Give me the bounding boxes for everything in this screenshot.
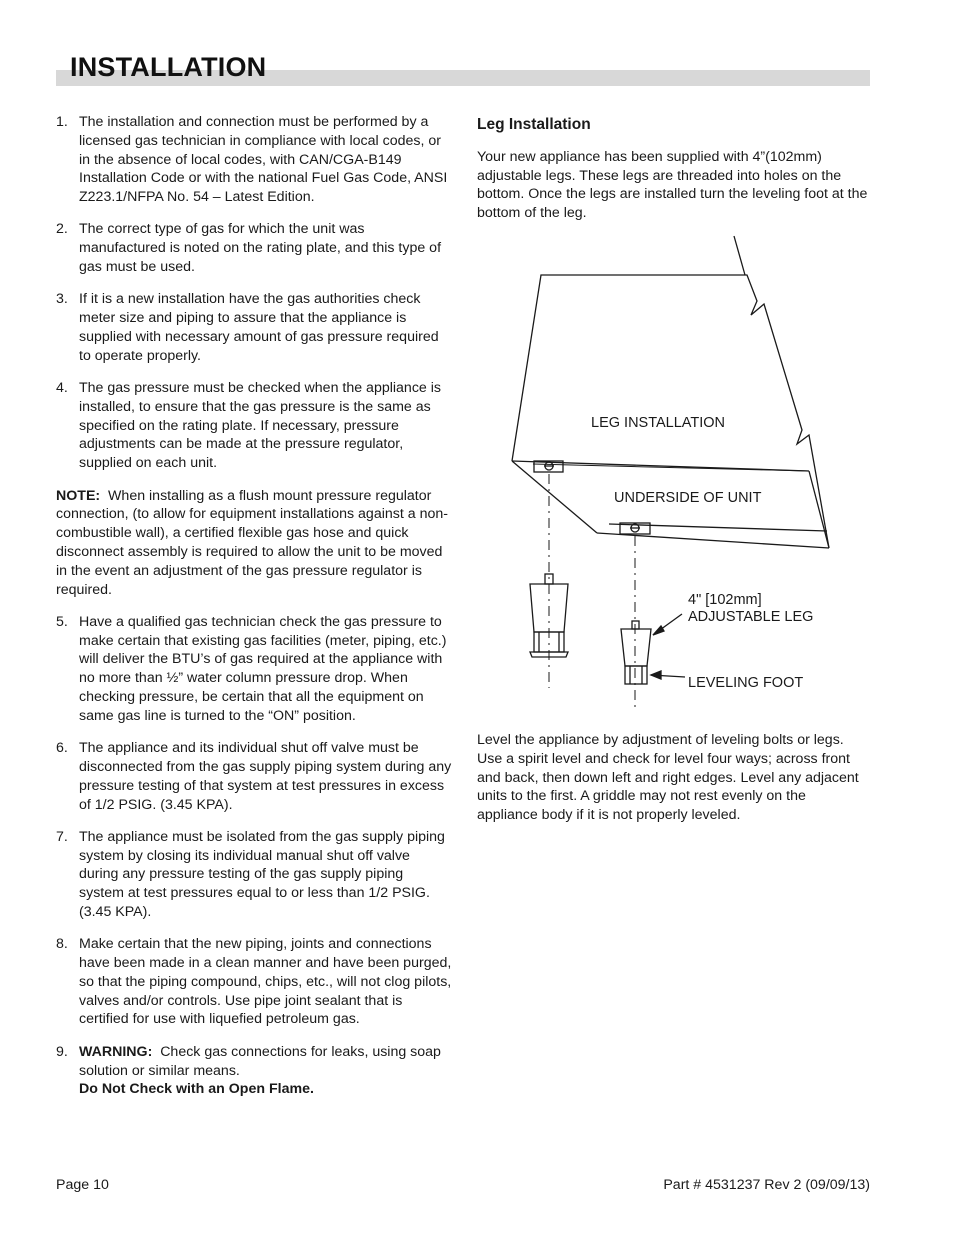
item-text: The appliance and its individual shut off valve must be disconnected from the gas supply piping system during any pressure testing of that system at test pressures in excess of 1/2 PSIG. (3.45 KPA).	[79, 740, 452, 813]
intro-paragraph: Your new appliance has been supplied with 4”(102mm) adjustable legs. These legs are threaded into holes on the bottom. Once the legs are installed turn the leveling foot at the bottom of the leg.	[477, 148, 868, 222]
list-item	[56, 828, 452, 922]
leg-right	[621, 621, 651, 684]
warning-label: WARNING:	[79, 1043, 153, 1060]
label-adjustable-leg: ADJUSTABLE LEG	[688, 609, 814, 625]
list-item	[56, 290, 452, 365]
part-number: Part # 4531237 Rev 2 (09/09/13)	[663, 1177, 870, 1193]
list-item	[56, 935, 452, 1029]
section-heading: Leg Installation	[477, 116, 591, 133]
item-text: If it is a new installation have the gas authorities check meter size and piping to assure that the appliance is supplied with necessary amount of gas pressure required to operate properly.	[79, 291, 439, 364]
warning-item	[56, 1043, 452, 1099]
list-item	[56, 220, 452, 276]
unit-outline	[512, 275, 829, 548]
item-text: The installation and connection must be performed by a licensed gas technician in compliance with local codes, or in the absence of local codes, with CAN/CGA-B149 Installation Code or with the national Fuel Gas Code, ANSI Z223.1/NFPA No. 54 – Latest Edition.	[79, 114, 448, 206]
list-item	[56, 113, 452, 207]
list-item	[56, 379, 452, 473]
item-number: 4.	[56, 380, 68, 397]
note-label: NOTE:	[56, 487, 101, 504]
label-leg-size: 4" [102mm]	[688, 592, 762, 608]
item-number: 7.	[56, 828, 68, 845]
warning-text: Check gas connections for leaks, using soap solution or similar means.	[79, 1043, 441, 1079]
item-text: The gas pressure must be checked when the appliance is installed, to ensure that the gas pressure is the same as specified on the rating plate. If necessary, pressure adjustments can be made at the pressure regulator, supplied on each unit.	[79, 380, 441, 472]
item-text: Have a qualified gas technician check the gas pressure to make certain that existing gas facilities (meter, piping, etc.) will deliver the BTU’s of gas required at the appliance with no more than ½” water column pressure drop. When checking pressure, be certain that all the equipment on same gas line is turned to the “ON” position.	[79, 613, 447, 724]
item-text: The appliance must be isolated from the gas supply piping system by closing its individual manual shut off valve during any pressure testing of the gas supply piping system at test pressures equal to or less than 1/2 PSIG. (3.45 KPA).	[79, 828, 445, 920]
item-number: 6.	[56, 740, 68, 757]
item-number: 2.	[56, 221, 68, 238]
item-number: 3.	[56, 291, 68, 308]
installation-steps	[56, 113, 452, 1113]
leg-installation-section	[477, 113, 869, 223]
list-item	[56, 739, 452, 814]
label-leveling-foot: LEVELING FOOT	[688, 675, 804, 691]
item-text: The correct type of gas for which the unit was manufactured is noted on the rating plate, and this type of gas must be used.	[79, 221, 442, 276]
item-number: 8.	[56, 936, 68, 953]
page-title: INSTALLATION	[70, 52, 267, 82]
warning-bold-line: Do Not Check with an Open Flame.	[79, 1081, 314, 1098]
note-text: When installing as a flush mount pressure regulator connection, (to allow for equipment installations against a non-combustible wall), a certified flexible gas hose and quick disconnect assembly is required to allow the unit to be moved in the event an adjustment of the gas pressure regulator is required.	[56, 487, 448, 598]
item-number: 9.	[56, 1043, 68, 1060]
leveling-paragraph: Level the appliance by adjustment of leveling bolts or legs. Use a spirit level and check for level four ways; across front and back, then down left and right edges. Level any adjacent units to the first. A griddle may not rest evenly on the appliance body if it is not properly leveled.	[477, 732, 859, 824]
list-item	[56, 613, 452, 726]
leg-installation-diagram	[477, 228, 870, 718]
note-paragraph	[56, 487, 452, 600]
item-number: 5.	[56, 613, 68, 630]
label-underside: UNDERSIDE OF UNIT	[614, 490, 762, 506]
item-text: Make certain that the new piping, joints and connections have been made in a clean manner and have been purged, so that the piping compound, chips, etc., will not clog pilots, valves and/or controls. Use pipe joint sealant that is certified for use with liquefied petroleum gas.	[79, 936, 452, 1028]
page-number: Page 10	[56, 1177, 109, 1193]
item-number: 1.	[56, 114, 68, 130]
label-leg-installation: LEG INSTALLATION	[591, 415, 726, 431]
